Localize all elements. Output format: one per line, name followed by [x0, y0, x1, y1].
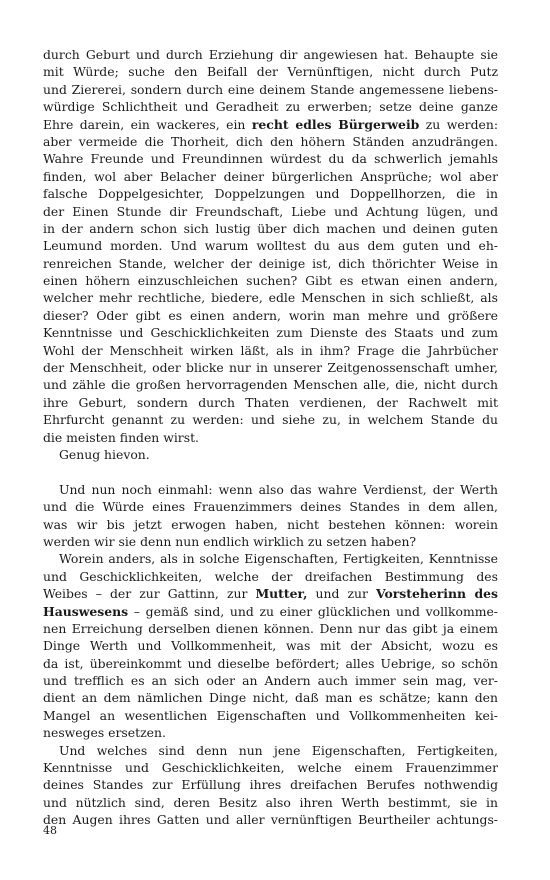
text-run: Und welches sind denn nun jene Eigenschaften, Fertigkeiten,: [59, 742, 498, 758]
text-line: [43, 255, 498, 272]
text-run: aber vermeide die Thorheit, dich den höhern Ständen anzudrängen.: [43, 133, 498, 149]
text-run: Ehrfurcht genannt zu werden: und siehe zu, in welchem Stande du: [43, 412, 498, 428]
text-line: [43, 63, 498, 80]
text-line: [43, 550, 498, 567]
text-run: werden wir sie denn nun endlich wirklich zu setzen haben?: [43, 533, 417, 549]
text-line: [43, 446, 498, 463]
text-run: und zur: [307, 586, 377, 602]
text-line: [43, 724, 498, 741]
text-run: finden, wol aber Belacher deiner bürgerlichen Ansprüche; wol aber: [43, 168, 498, 184]
bold-text: Mutter,: [255, 586, 308, 602]
text-run: Worein anders, als in solche Eigenschaften, Fertigkeiten, Kenntnisse: [59, 551, 498, 567]
text-line: [43, 98, 498, 115]
text-run: mit Würde; suche den Beifall der Vernünftigen, nicht durch Putz: [43, 64, 498, 80]
text-line: [43, 81, 498, 98]
text-run: Ehre darein, ein wackeres, ein: [43, 116, 252, 132]
text-line: [43, 811, 498, 828]
text-run: Weibes – der zur Gattinn, zur: [43, 586, 256, 602]
text-run: ihre Geburt, sondern durch Thaten verdienen, der Rachwelt mit: [43, 394, 498, 410]
bold-text: Vorsteherinn des: [376, 586, 498, 602]
text-line: [43, 533, 498, 550]
text-line: [43, 289, 498, 306]
text-run: renreichen Stande, welcher der deinige ist, dich thörichter Weise in: [43, 255, 498, 271]
text-line: [43, 324, 498, 341]
text-line: [43, 185, 498, 202]
text-run: – gemäß sind, und zu einer glücklichen und vollkomme-: [128, 603, 498, 619]
text-line: [43, 794, 498, 811]
text-run: nen Erreichung derselben dienen können. Denn nur das gibt ja einem: [43, 620, 498, 636]
text-line: [43, 116, 498, 133]
text-run: deines Standes zur Erfüllung ihres dreifachen Berufes nothwendig: [43, 777, 498, 793]
text-run: und Geschicklichkeiten, welche der dreifachen Bestimmung des: [43, 568, 498, 584]
text-line: [43, 133, 498, 150]
text-line: [43, 689, 498, 706]
text-line: [43, 603, 498, 620]
bold-text: Hauswesens: [43, 603, 129, 619]
text-run: was wir bis jetzt erwogen haben, nicht bestehen können: worein: [43, 516, 498, 532]
paragraph-gap: [43, 463, 498, 480]
text-run: zu werden:: [419, 116, 498, 132]
text-line: [43, 759, 498, 776]
text-run: der Einen Stunde dir Freundschaft, Liebe und Achtung lügen, und: [43, 203, 498, 219]
text-run: durch Geburt und durch Erziehung dir angewiesen hat. Behaupte sie: [43, 47, 498, 62]
text-line: [43, 672, 498, 689]
text-line: [43, 46, 498, 63]
text-line: [43, 203, 498, 220]
text-line: [43, 272, 498, 289]
text-run: und nützlich sind, deren Besitz also ihren Werth bestimmt, sie in: [43, 794, 498, 810]
text-run: Wohl der Menschheit wirken läßt, als in ihm? Frage die Jahrbücher: [43, 342, 498, 358]
text-line: [43, 776, 498, 793]
text-line: [43, 429, 498, 446]
bold-text: recht edles Bürgerweib: [251, 116, 420, 132]
text-line: [43, 637, 498, 654]
text-line: [43, 342, 498, 359]
text-run: Kenntnisse und Geschicklichkeiten zum Dienste des Staats und zum: [43, 325, 498, 341]
text-line: [43, 707, 498, 724]
text-run: nesweges ersetzen.: [43, 725, 166, 741]
text-run: würdige Schlichtheit und Geradheit zu erwerben; setze deine ganze: [43, 99, 498, 115]
text-line: [43, 307, 498, 324]
text-run: da ist, übereinkommt und dieselbe befördert; alles Uebrige, so schön: [43, 655, 498, 671]
text-run: Mangel an wesentlichen Eigenschaften und Vollkommenheiten kei-: [43, 707, 498, 723]
text-line: [43, 150, 498, 167]
text-line: [43, 568, 498, 585]
text-line: [43, 359, 498, 376]
text-line: [43, 411, 498, 428]
text-run: dieser? Oder gibt es einen andern, worin man mehre und größere: [43, 307, 498, 323]
text-run: die meisten finden wirst.: [43, 429, 199, 445]
page-body-text: [43, 46, 498, 829]
text-line: [43, 516, 498, 533]
text-line: [43, 376, 498, 393]
text-line: [43, 394, 498, 411]
text-line: [43, 237, 498, 254]
text-run: und trefflich es an sich oder an Andern auch immer sein mag, ver-: [43, 673, 498, 689]
text-run: Kenntnisse und Geschicklichkeiten, welche einem Frauenzimmer: [43, 760, 498, 776]
text-line: [43, 498, 498, 515]
text-run: und zähle die großen hervorragenden Menschen alle, die, nicht durch: [43, 377, 498, 393]
text-run: Genug hievon.: [59, 446, 150, 462]
page-number: 48: [43, 824, 57, 837]
text-line: [43, 742, 498, 759]
text-run: Leumund morden. Und warum wolltest du aus dem guten und eh-: [43, 238, 498, 254]
text-run: Wahre Freunde und Freundinnen würdest du da schwerlich jemahls: [43, 151, 498, 167]
text-run: welcher mehr rechtliche, biedere, edle Menschen in sich schließt, als: [43, 290, 498, 306]
text-run: und Ziererei, sondern durch eine deinem Stande angemessene liebens-: [43, 81, 498, 97]
text-run: in der andern schon sich lustig über dich machen und deinen guten: [43, 220, 498, 236]
text-line: [43, 620, 498, 637]
text-line: [43, 220, 498, 237]
text-run: der Menschheit, oder blicke nur in unserer Zeitgenossenschaft umher,: [43, 360, 498, 376]
text-line: [43, 655, 498, 672]
text-run: Dinge Werth und Vollkommenheit, was mit der Absicht, wozu es: [43, 638, 498, 654]
text-run: Und nun noch einmahl: wenn also das wahre Verdienst, der Werth: [59, 481, 498, 497]
text-run: den Augen ihres Gatten und aller vernünftigen Beurtheiler achtungs-: [43, 812, 498, 828]
text-line: [43, 585, 498, 602]
text-run: und die Würde eines Frauenzimmers deines Standes in dem allen,: [43, 499, 498, 515]
text-line: [43, 168, 498, 185]
text-line: [43, 481, 498, 498]
text-run: einen höhern einzuschleichen suchen? Gibt es etwan einen andern,: [43, 273, 498, 289]
text-run: falsche Doppelgesichter, Doppelzungen und Doppellhorzen, die in: [43, 186, 498, 202]
text-run: dient an dem nämlichen Dinge nicht, daß man es schätze; kann den: [43, 690, 498, 706]
